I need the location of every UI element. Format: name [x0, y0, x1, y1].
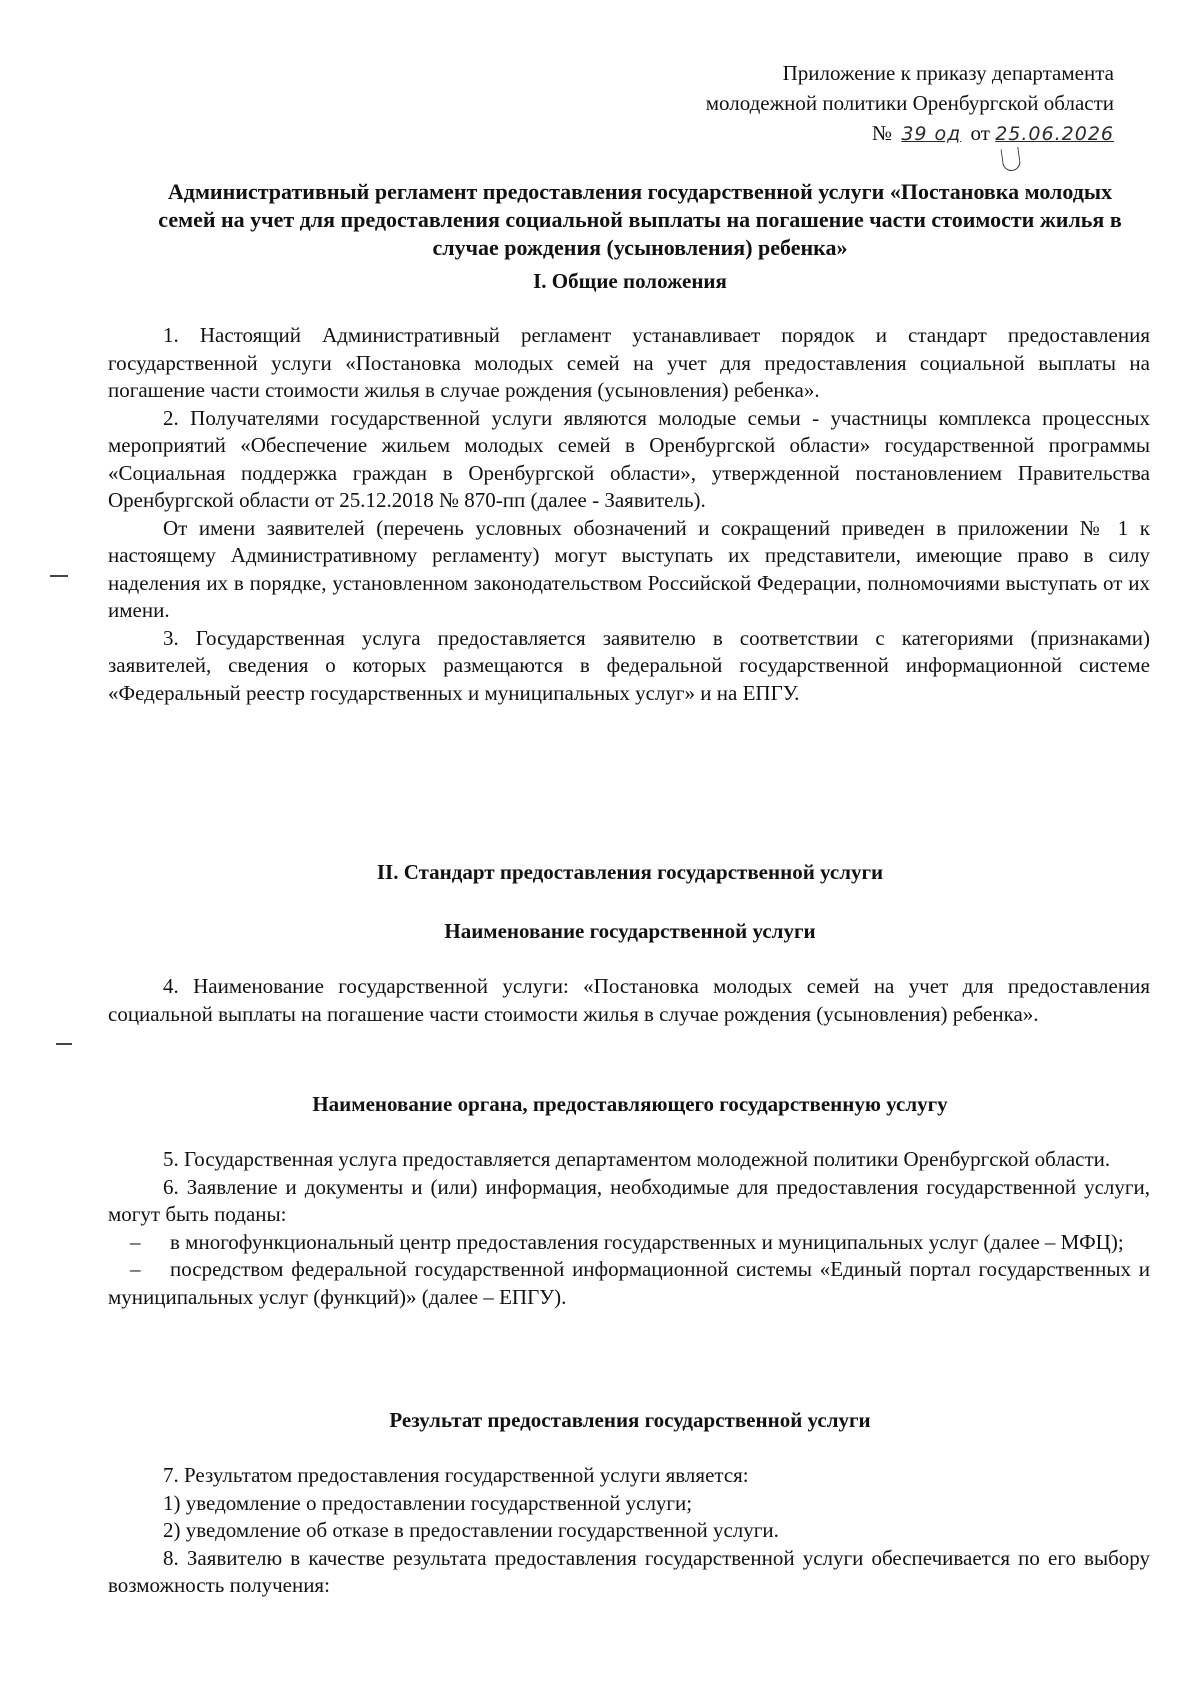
- document-title: Административный регламент предоставления государственной услуги «Постановка молодых семей на учет для предоставления социальной выплаты на погашение части стоимости жилья в случае рождения (усыновления) ребенка»: [158, 179, 1122, 260]
- handwritten-squiggle-mark: [1000, 147, 1021, 172]
- handwritten-order-number: 39 од: [901, 123, 962, 145]
- paragraph-5: 5. Государственная услуга предоставляется департаментом молодежной политики Оренбургской области.: [163, 1147, 1111, 1171]
- annex-number-date: [706, 118, 1114, 149]
- result-item-1: 1) уведомление о предоставлении государственной услуги;: [163, 1490, 693, 1515]
- paragraph-representatives: От имени заявителей (перечень условных обозначений и сокращений приведен в приложении № 1 к настоящему Административному регламенту) могут выступать их представители, имеющие право в силу наделения их в порядке, установленном законодательством Российской Федерации, полномочиями выступать от их имени.: [108, 515, 1150, 622]
- paragraph-2: 2. Получателями государственной услуги являются молодые семьи - участницы комплекса процессных мероприятий «Обеспечение жильем молодых семей в Оренбургской области» государственной программы «Социальная поддержка граждан в Оренбургской области», утвержденной постановлением Правительства Оренбургской области от 25.12.2018 № 870-пп (далее - Заявитель).: [108, 405, 1150, 512]
- dash-marker: –: [130, 1257, 141, 1281]
- section-1-body: [108, 322, 1150, 707]
- number-sign: №: [872, 121, 893, 145]
- annex-line-1: Приложение к приказу департамента: [782, 61, 1114, 85]
- paragraph-7: 7. Результатом предоставления государственной услуги является:: [163, 1463, 749, 1487]
- list-item-mfc: [108, 1229, 1150, 1257]
- subsection-service-name-body: [108, 973, 1150, 1028]
- paragraph-8: 8. Заявителю в качестве результата предоставления государственной услуги обеспечивается по его выбору возможность получения:: [108, 1545, 1150, 1597]
- annex-line-2: молодежной политики Оренбургской области: [705, 91, 1114, 115]
- scan-margin-mark: [50, 575, 68, 577]
- annex-header: [706, 58, 1114, 149]
- date-prefix: от: [970, 121, 990, 145]
- result-item-2: 2) уведомление об отказе в предоставлении государственной услуги.: [163, 1518, 779, 1542]
- subsection-result-body: [108, 1462, 1150, 1600]
- paragraph-3: 3. Государственная услуга предоставляется заявителю в соответствии с категориями (признаками) заявителей, сведения о которых размещаются в федеральной государственной информационной системе «Федеральный реестр государственных и муниципальных услуг» и на ЕПГУ.: [108, 625, 1150, 705]
- scan-margin-mark: [56, 1043, 72, 1045]
- dash-marker: –: [130, 1229, 141, 1254]
- subsection-result-heading: Результат предоставления государственной услуги: [389, 1408, 871, 1432]
- paragraph-1: 1. Настоящий Административный регламент устанавливает порядок и стандарт предоставления государственной услуги «Постановка молодых семей на учет для предоставления социальной выплаты на погашение части стоимости жилья в случае рождения (усыновления) ребенка».: [108, 323, 1150, 402]
- subsection-authority-body: [108, 1146, 1150, 1311]
- list-item-epgu-text: посредством федеральной государственной информационной системы «Единый портал государственных и муниципальных услуг (функций)» (далее – ЕПГУ).: [108, 1257, 1150, 1309]
- paragraph-4: 4. Наименование государственной услуги: «Постановка молодых семей на учет для предоставления социальной выплаты на погашение части стоимости жилья в случае рождения (усыновления) ребенка».: [108, 974, 1150, 1026]
- list-item-epgu: [108, 1256, 1150, 1311]
- subsection-service-name-heading: Наименование государственной услуги: [444, 919, 816, 943]
- section-1-heading: I. Общие положения: [533, 269, 727, 293]
- paragraph-6: 6. Заявление и документы и (или) информация, необходимые для предоставления государственной услуги, могут быть поданы:: [108, 1174, 1150, 1226]
- section-2-heading: II. Стандарт предоставления государственной услуги: [376, 860, 884, 884]
- subsection-authority-heading: Наименование органа, предоставляющего государственную услугу: [312, 1092, 948, 1116]
- list-item-mfc-text: в многофункциональный центр предоставления государственных и муниципальных услуг (далее – МФЦ);: [170, 1229, 1124, 1254]
- handwritten-order-date: 25.06.2026: [995, 123, 1114, 145]
